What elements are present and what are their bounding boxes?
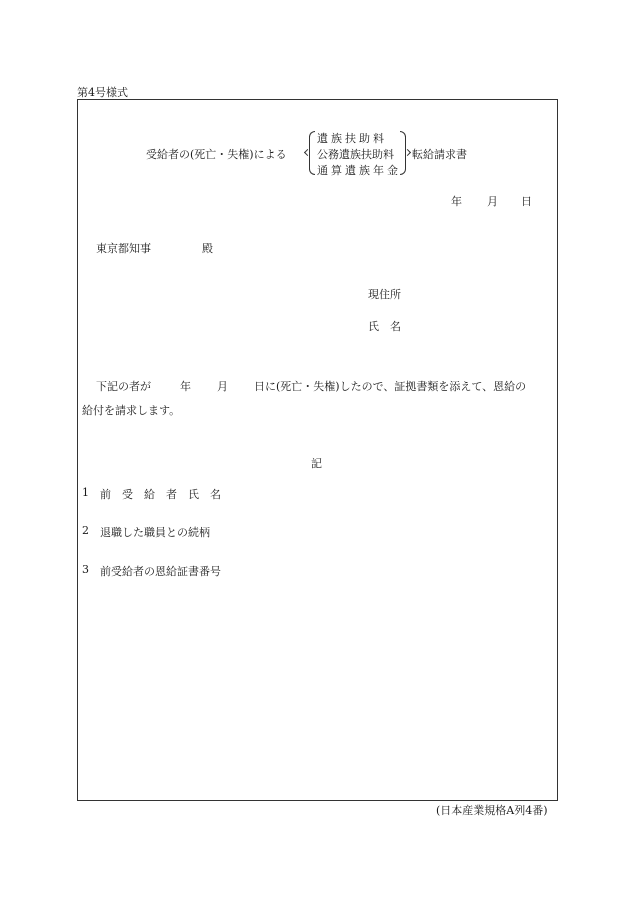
title-prefix: 受給者の(死亡・失権)による xyxy=(146,148,287,161)
body-text-line2: 給付を請求します。 xyxy=(82,404,181,417)
title-suffix: 転給請求書 xyxy=(412,148,467,161)
footer-note: (日本産業規格A列4番) xyxy=(436,804,548,817)
item-3-label: 前受給者の恩給証書番号 xyxy=(100,565,221,578)
addressee-honorific: 殿 xyxy=(202,242,213,255)
item-1-label: 前 受 給 者 氏 名 xyxy=(100,488,221,501)
name-label: 氏 名 xyxy=(368,320,401,333)
body-year: 年 xyxy=(180,380,191,393)
body-month: 月 xyxy=(217,380,228,393)
left-brace xyxy=(309,131,315,175)
body-text-start: 下記の者が xyxy=(96,380,151,393)
addressee-name: 東京都知事 xyxy=(96,242,151,255)
item-1-number: 1 xyxy=(82,486,89,499)
form-frame xyxy=(77,99,558,801)
date-day: 日 xyxy=(521,195,532,208)
form-number: 第4号様式 xyxy=(77,86,128,99)
item-2-label: 退職した職員との続柄 xyxy=(100,526,210,539)
title-option-1: 遺族扶助料 xyxy=(317,132,387,145)
right-brace xyxy=(400,131,406,175)
title-option-3: 通算遺族年金 xyxy=(317,164,401,177)
title-option-2: 公務遺族扶助料 xyxy=(317,148,394,161)
item-2-number: 2 xyxy=(82,524,89,537)
ki-heading: 記 xyxy=(311,457,322,470)
date-month: 月 xyxy=(487,195,498,208)
date-year: 年 xyxy=(451,195,462,208)
address-label: 現住所 xyxy=(368,288,401,301)
body-text-end: 日に(死亡・失権)したので、証拠書類を添えて、恩給の xyxy=(254,380,527,393)
item-3-number: 3 xyxy=(82,563,89,576)
